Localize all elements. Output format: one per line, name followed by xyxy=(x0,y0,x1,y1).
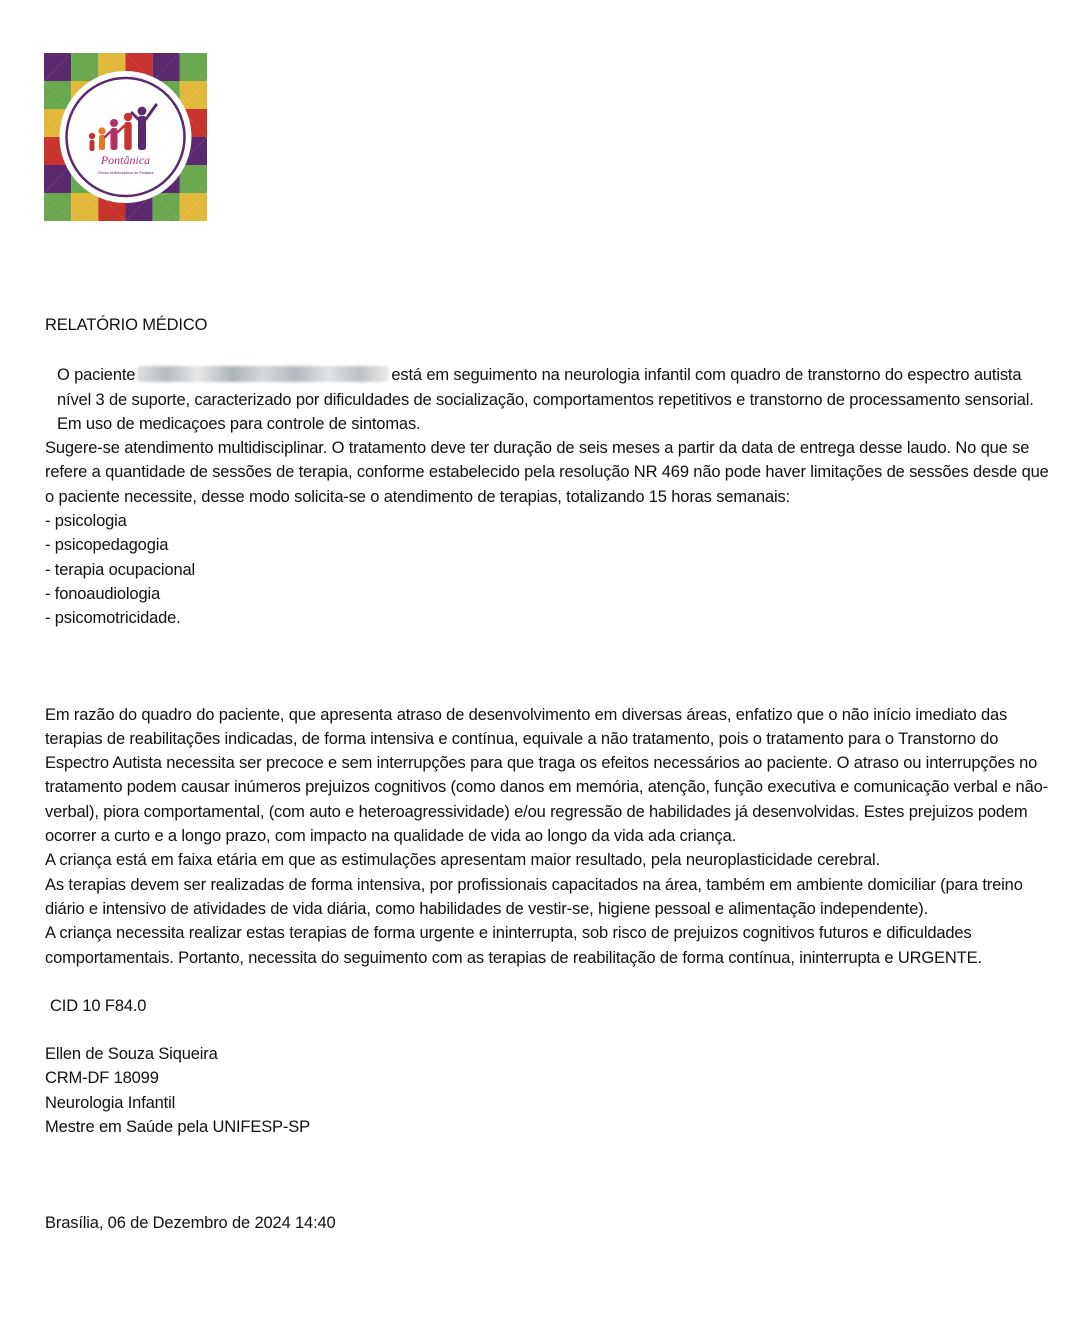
doctor-crm: CRM-DF 18099 xyxy=(45,1069,159,1088)
logo-tagline-text: Clínica Multidisciplinar de Pediatria xyxy=(97,171,154,175)
therapy-item: - psicomotricidade. xyxy=(45,609,181,628)
logo-brand-text: Pontânica xyxy=(100,153,151,167)
therapy-item: - terapia ocupacional xyxy=(45,560,196,579)
therapy-list xyxy=(45,509,1055,630)
paragraph-patient-status-start: O paciente xyxy=(57,366,136,385)
paragraph-urgency: A criança necessita realizar estas terapias de forma urgente e ininterrupta, sob risco de prejuizos cognitivos futuros e dificuldades comportamentais. Portanto, necessita do seguimento com as terapias de reabilitação de forma contínua, ininterrupta e URGENTE. xyxy=(45,924,982,967)
paragraph-treatment-request: Sugere-se atendimento multidisciplinar. O tratamento deve ter duração de seis meses a partir da data de entrega desse laudo. No que se refere a quantidade de sessões de terapia, conforme estabelecido pela resolução NR 469 não pode haver limitações de sessões desde que o paciente necessite, desse modo solicita-se o atendimento de terapias, totalizando 15 horas semanais: xyxy=(45,439,1049,506)
doctor-name: Ellen de Souza Siqueira xyxy=(45,1045,218,1064)
spacer xyxy=(45,1018,1055,1042)
therapy-item: - fonoaudiologia xyxy=(45,584,161,603)
report-title: RELATÓRIO MÉDICO xyxy=(45,316,208,334)
paragraph-patient-status-end: está em seguimento na neurologia infantil com quadro de transtorno do espectro autista nível 3 de suporte, caracterizado por dificuldades de socialização, comportamentos repetitivos e transtorno de processamento sensorial. Em uso de medicaçoes para controle de sintomas. xyxy=(57,366,1034,433)
clinic-logo-graphic xyxy=(44,53,207,221)
redacted-patient-name xyxy=(137,366,389,382)
therapy-item: - psicologia xyxy=(45,512,127,531)
signature-block xyxy=(45,1042,1055,1139)
paragraph-age-range: A criança está em faixa etária em que as estimulações apresentam maior resultado, pela neuroplasticidade cerebral. xyxy=(45,851,880,870)
doctor-degree: Mestre em Saúde pela UNIFESP-SP xyxy=(45,1118,310,1137)
spacer xyxy=(45,1139,1055,1211)
spacer xyxy=(45,631,1055,703)
paragraph-intensive-therapy: As terapias devem ser realizadas de forma intensiva, por profissionais capacitados na área, também em ambiente domiciliar (para treino diário e intensivo de atividades de vida diária, como habilidades de vestir-se, higiene pessoal e alimentação independente). xyxy=(45,875,1023,918)
therapy-item: - psicopedagogia xyxy=(45,536,169,555)
medical-report xyxy=(45,313,1055,1236)
clinic-logo xyxy=(44,53,207,221)
spacer xyxy=(45,970,1055,994)
paragraph-justification: Em razão do quadro do paciente, que apresenta atraso de desenvolvimento em diversas áreas, enfatizo que o não início imediato das terapias de reabilitações indicadas, de forma intensiva e contínua, equivale a não tratamento, pois o tratamento para o Transtorno do Espectro Autista necessita ser precoce e sem interrupções para que traga os efeitos necessários ao paciente. O atraso ou interrupções no tratamento podem causar inúmeros prejuizos cognitivos (como danos em memória, atenção, função executiva e comunicação verbal e não-verbal), piora comportamental, (com auto e heteroagressividade) e/ou regressão de habilidades já desenvolvidas. Estes prejuizos podem ocorrer a curto e a longo prazo, com impacto na qualidade de vida ao longo da vida ada criança. xyxy=(45,705,1048,846)
cid-code: CID 10 F84.0 xyxy=(50,996,147,1015)
paragraph-patient-status xyxy=(45,363,1055,436)
date-line: Brasília, 06 de Dezembro de 2024 14:40 xyxy=(45,1214,336,1233)
doctor-specialty: Neurologia Infantil xyxy=(45,1093,176,1112)
